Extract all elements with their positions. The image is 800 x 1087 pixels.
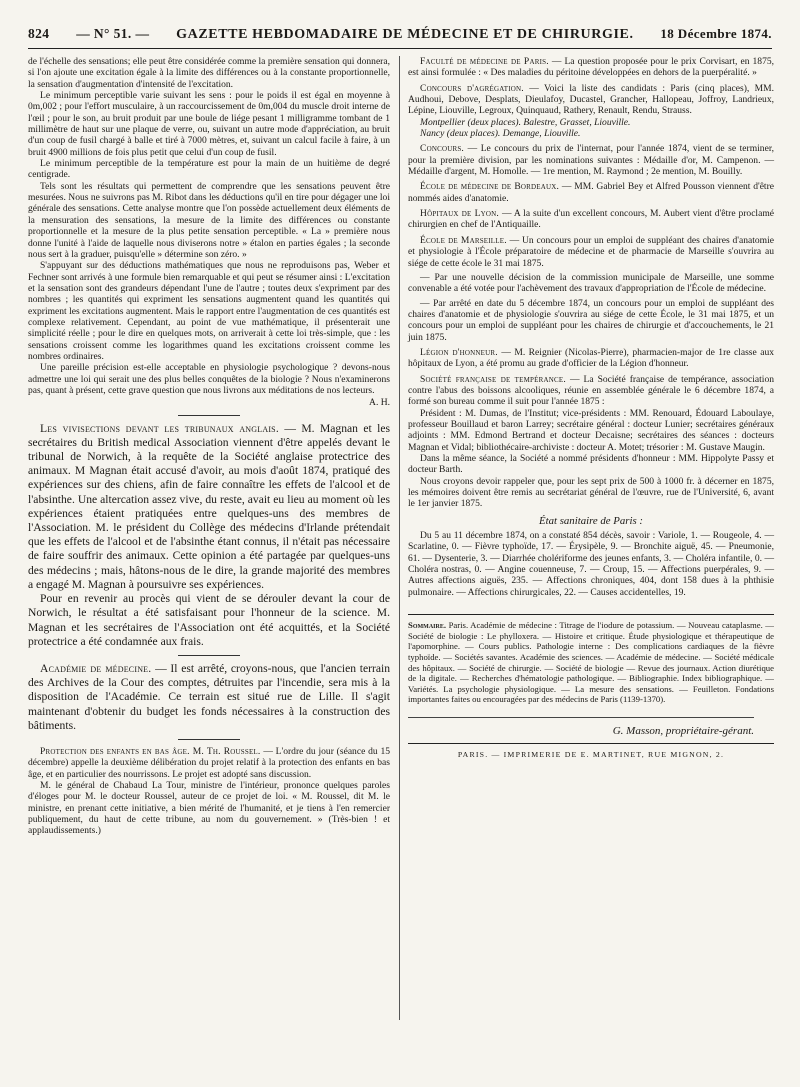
- news-heading: Concours d'agrégation.: [420, 82, 524, 94]
- news-text: — La Société française de tempérance, association contre l'abus des boissons alcooliques, réunie en assemblée générale le 6 décembre 1874, a formé son bureau comme il suit pour l'année 1875 :: [408, 373, 774, 408]
- issue-number: — N° 51. —: [76, 26, 150, 41]
- article-heading: Académie de médecine.: [40, 661, 152, 675]
- paragraph: Le minimum perceptible varie suivant les sens : pour le poids il est égal en moyenne à 0m,002 ; pour l'effort musculaire, à un raccourcissement de 0m,004 du muscle droit interne de l'œil ; pour le son, au bruit produit par une boule de liége pesant 1 milligramme tombant de 1 millimètre de haut sur une plaque de verre, ou, suivant un autre mode d'appréciation, au bruit d'un coup de fusil chargé à balle et tiré à 7000 mètres, et, suivant un calcul facile à faire, à un bruit 4900 millions de fois plus petit que celui d'un coup de fusil.: [28, 90, 390, 158]
- table-of-contents: [408, 614, 774, 705]
- right-column: [408, 56, 774, 761]
- divider: [178, 739, 240, 740]
- page-number: 824: [28, 26, 50, 41]
- news-text: — A la suite d'un excellent concours, M. Aubert vient d'être proclamé chirurgien en chef de l'Antiquaille.: [408, 208, 774, 231]
- news-text: — MM. Gabriel Bey et Alfred Pousson viennent d'être nommés aides d'anatomie.: [408, 181, 775, 204]
- paragraph: Nous croyons devoir rappeler que, pour les sept prix de 500 à 1000 fr. à décerner en 1875, les mémoires doivent être remis au secrétariat général de l'œuvre, rue de l'Université, 6, avant le 1er janvier 1875.: [408, 475, 774, 510]
- news-item: [408, 83, 774, 117]
- left-column: [28, 56, 390, 837]
- news-heading: Faculté de médecine de Paris.: [420, 56, 549, 67]
- news-item: [408, 181, 774, 204]
- article-vivisections: [28, 422, 390, 592]
- divider: [178, 655, 240, 656]
- news-text: — La question proposée pour le prix Corvisart, en 1875, est ainsi formulée : « Des maladies du péritoine développées en dehors de la puerpéralité. »: [408, 56, 775, 79]
- sommaire-text: Paris. Académie de médecine : Titrage de l'iodure de potassium. — Nouveau cataplasme. — Société de biologie : Le phylloxera. — Histoire et critique. Étude physiologique et thérapeutique de l'apomorphine. — Cours publics. Pathologie interne : Des complications cardiaques de la fièvre typhoïde. — Sociétés savantes. Académie des sciences. — Académie de médecine. — Société médicale des hôpitaux. — Société de chirurgie. — Société de biologie — Revue des journaux. Action diurétique de la digitale. — Recherches d'hématologie pathologique. — Bibliographie. Index bibliographique. — Variétés. La psychologie physiologique. — La mesure des sensations. — Feuilleton. Fondations importantes faites ou encouragées par des médecins de Paris (1139-1370).: [408, 620, 774, 705]
- paragraph: Pour en revenir au procès qui vient de se dérouler devant la cour de Norwich, le résultat a été satisfaisant pour l'honneur de la science. M. Magnan et les secrétaires de l'Association ont été acquittés, et la Société protectrice a été condamnée aux frais.: [28, 592, 390, 648]
- paragraph: — Par arrêté en date du 5 décembre 1874, un concours pour un emploi de suppléant des chaires d'anatomie et de physiologie s'ouvrira au siége de cette École, le 31 mai 1875, et un concours pour un emploi de suppléant pour les chaires de chirurgie et d'accouchements, le 21 juin 1875.: [408, 297, 774, 343]
- paragraph: S'appuyant sur des déductions mathématiques que nous ne reproduisons pas, Weber et Fechner sont arrivés à une formule bien remarquable et qui peut se résumer ainsi : L'excitation et la sensation sont des grandeurs dépendant l'une de l'autre ; toutes deux s'expriment par des nombres ; les quantités qui expriment les sensations augmentent quand les quantités qui expriment les excitations augmentent. Mais le rapport entre l'augmentation de ces quantités est complexe relativement. Cependant, au point de vue mathématique, il présenterait une simplicité réelle ; pour le dire en quelques mots, on arriverait à cette loi très-simple, que : les sensations croissent comme les logarithmes quand les excitations croissent comme les nombres ordinaires.: [28, 260, 390, 362]
- publisher-line: G. Masson, propriétaire-gérant.: [408, 717, 754, 737]
- paragraph: M. le général de Chabaud La Tour, ministre de l'intérieur, prononce quelques paroles d'éloges pour M. le docteur Roussel, auteur de ce projet de loi. « M. Roussel, dit M. le ministre, en prenant cette initiative, a bien mérité de l'humanité, et je tiens à l'en remercier publiquement, du haut de cette tribune, au nom du gouvernement. » (Très-bien ! et applaudissements.): [28, 779, 390, 837]
- news-heading: École de Marseille.: [420, 234, 507, 246]
- article-heading: Protection des enfants en bas âge. M. Th. Roussel.: [40, 745, 261, 757]
- paragraph: Président : M. Dumas, de l'Institut; vice-présidents : MM. Renouard, Édouard Laboulaye, professeur Bouillaud et baron Larrey; secrétaire général : docteur Lunier; secrétaires généraux adjoints : MM. Edmond Bertrand et docteur Decaisne; secrétaires des séances : docteurs Magnan et Vidal; bibliothécaire-archiviste : docteur A. Motet; trésorier : M. Gustave Maugin.: [408, 407, 774, 453]
- running-header: [28, 26, 772, 49]
- article-heading: Les vivisections devant les tribunaux anglais.: [40, 421, 279, 435]
- paragraph: Une pareille précision est-elle acceptable en physiologie psychologique ? devons-nous admettre une loi qui serait une des plus belles conquêtes de la biologie ? Nous n'examinerons pas, quant à présent, cette grave question que nous livrons aux méditations de nos lecteurs.: [28, 362, 390, 396]
- article-protection: [28, 746, 390, 780]
- news-item: [408, 208, 774, 231]
- paragraph: Tels sont les résultats qui permettent de comprendre que les sensations peuvent être mesurées. Nous ne suivrons pas M. Ribot dans les déductions qu'il en tire pour dégager une loi générale des sensations. Cette analyse montre que l'on possède actuellement deux éléments de la mensuration des sensations, la mesure de la limite des différences ou constante proportionnelle et la mesure de la plus petite sensation perceptible. « La » première nous donne l'unité à l'aide de laquelle nous diviserons notre » étalon en parties égales ; la seconde nous sert à la graduer, puisqu'elle » détermine son zéro. »: [28, 180, 390, 260]
- article-text: — L'ordre du jour (séance du 15 décembre) appelle la deuxième délibération du projet relatif à la protection des enfants en bas âge, et en particulier des nourrissons. Le projet est adopté sans discussion.: [28, 745, 390, 780]
- column-separator: [399, 56, 400, 1020]
- news-text: — Le concours du prix de l'internat, pour l'année 1874, vient de se terminer, pour la première division, par les nominations suivantes : Médaille d'or, M. Campenon. — Médaille d'argent, M. Homolle. — 1re mention, M. Raymond ; 2e mention, M. Bouilly.: [408, 143, 774, 178]
- author-signature: A. H.: [369, 397, 390, 409]
- article-academie: [28, 662, 390, 733]
- news-heading: Société française de tempérance.: [420, 373, 566, 385]
- news-heading: École de médecine de Bordeaux.: [420, 181, 560, 193]
- paragraph: — Par une nouvelle décision de la commission municipale de Marseille, une somme convenable a été votée pour l'achèvement des travaux d'appropriation de l'École de médecine.: [408, 271, 774, 295]
- news-text: — Voici la liste des candidats : Paris (cinq places), MM. Audhoui, Debove, Desplats, Dieulafoy, Ducastel, Grancher, Hallopeau, Joffroy, Landrieux, Lépine, Liouville, Legroux, Quinquaud, Rathery, Renault, Rendu, Strauss.: [408, 82, 774, 117]
- journal-title: GAZETTE HEBDOMADAIRE DE MÉDECINE ET DE CHIRURGIE.: [176, 27, 634, 42]
- article-text: — M. Magnan et les secrétaires du British medical Association viennent d'être appelés devant le tribunal de Norwich, à la requête de la Société anglaise protectrice des animaux. M Magnan était accusé d'avoir, au mois d'août 1874, pratiqué des expériences sur des chiens, afin de faire connaître les effets de l'alcool et de l'absinthe. Une altercation assez vive, du reste, avait eu lieu au moment où les expériences étaient pratiquées entre quelques-uns des membres de l'Association. M. le président du Collège des médecins d'Irlande prétendait que les effets de l'alcool et de l'absinthe étant connus, il n'était pas nécessaire de faire souffrir des animaux. Cette opinion a été partagée par quelques-uns des médecins ; mais, hâtons-nous de le dire, la grande majorité des membres a engagé M. Magnan à poursuivre ses expériences.: [28, 421, 390, 591]
- paragraph: Montpellier (deux places). Balestre, Grasset, Liouville.: [420, 116, 631, 128]
- paragraph: Nancy (deux places). Demange, Liouville.: [420, 128, 581, 140]
- news-item: [408, 374, 774, 408]
- news-item: [408, 143, 774, 177]
- news-text: — M. Reignier (Nicolas-Pierre), pharmacien-major de 1re classe aux hôpitaux de Lyon, a été promu au grade d'officier de la Légion d'honneur.: [408, 346, 774, 370]
- paragraph: Le minimum perceptible de la température est pour la main de un huitième de degré centigrade.: [28, 158, 390, 181]
- news-text: — Un concours pour un emploi de suppléant des chaires d'anatomie et physiologie à l'École préparatoire de médecine et de pharmacie de Marseille s'ouvrira au siége de cette école le 31 mai 1875.: [408, 234, 774, 269]
- divider: [178, 415, 240, 416]
- sommaire-label: Sommaire.: [408, 620, 446, 631]
- article-text: — Il est arrêté, croyons-nous, que l'ancien terrain des Archives de la Cour des comptes, détruites par l'incendie, sera mis à la disposition de l'Académie. Ce terrain est situé rue de Lille. Il s'agit maintenant d'obtenir du budget les fonds nécessaires à la construction des bâtiments.: [28, 661, 390, 732]
- section-heading: État sanitaire de Paris :: [539, 514, 643, 527]
- paragraph: Dans la même séance, la Société a nommé présidents d'honneur : MM. Hippolyte Passy et docteur Barth.: [408, 453, 774, 476]
- news-item: [408, 235, 774, 269]
- paragraph: de l'échelle des sensations; elle peut être considérée comme la première sensation qui donnera, si l'on ajoute une excitation égale à la limite des différences ou à la constante proportionnelle, la sensation d'augmentation d'intensité de l'excitation.: [28, 56, 390, 90]
- issue-date: 18 Décembre 1874.: [660, 26, 772, 41]
- news-heading: Légion d'honneur.: [420, 346, 498, 358]
- mortality-report: Du 5 au 11 décembre 1874, on a constaté 854 décès, savoir : Variole, 1. — Rougeole, 4. — Scarlatine, 0. — Fièvre typhoïde, 17. — Érysipèle, 9. — Bronchite aiguë, 45. — Pneumonie, 61. — Dysenterie, 3. — Diarrhée cholériforme des jeunes enfants, 3. — Choléra infantile, 0. — Choléra nostras, 0. — Angine couenneuse, 7. — Croup, 15. — Affections puerpérales, 9. — Autres affections aiguës, 235. — Affections chroniques, 404, dont 158 dues à la phthisie pulmonaire. — Affections chirurgicales, 22. — Causes accidentelles, 19.: [408, 530, 774, 598]
- printer-line: PARIS. — IMPRIMERIE DE E. MARTINET, RUE MIGNON, 2.: [408, 743, 774, 760]
- news-item: [408, 347, 774, 370]
- news-heading: Concours.: [420, 143, 465, 155]
- news-item: [408, 56, 774, 79]
- news-heading: Hôpitaux de Lyon.: [420, 208, 500, 220]
